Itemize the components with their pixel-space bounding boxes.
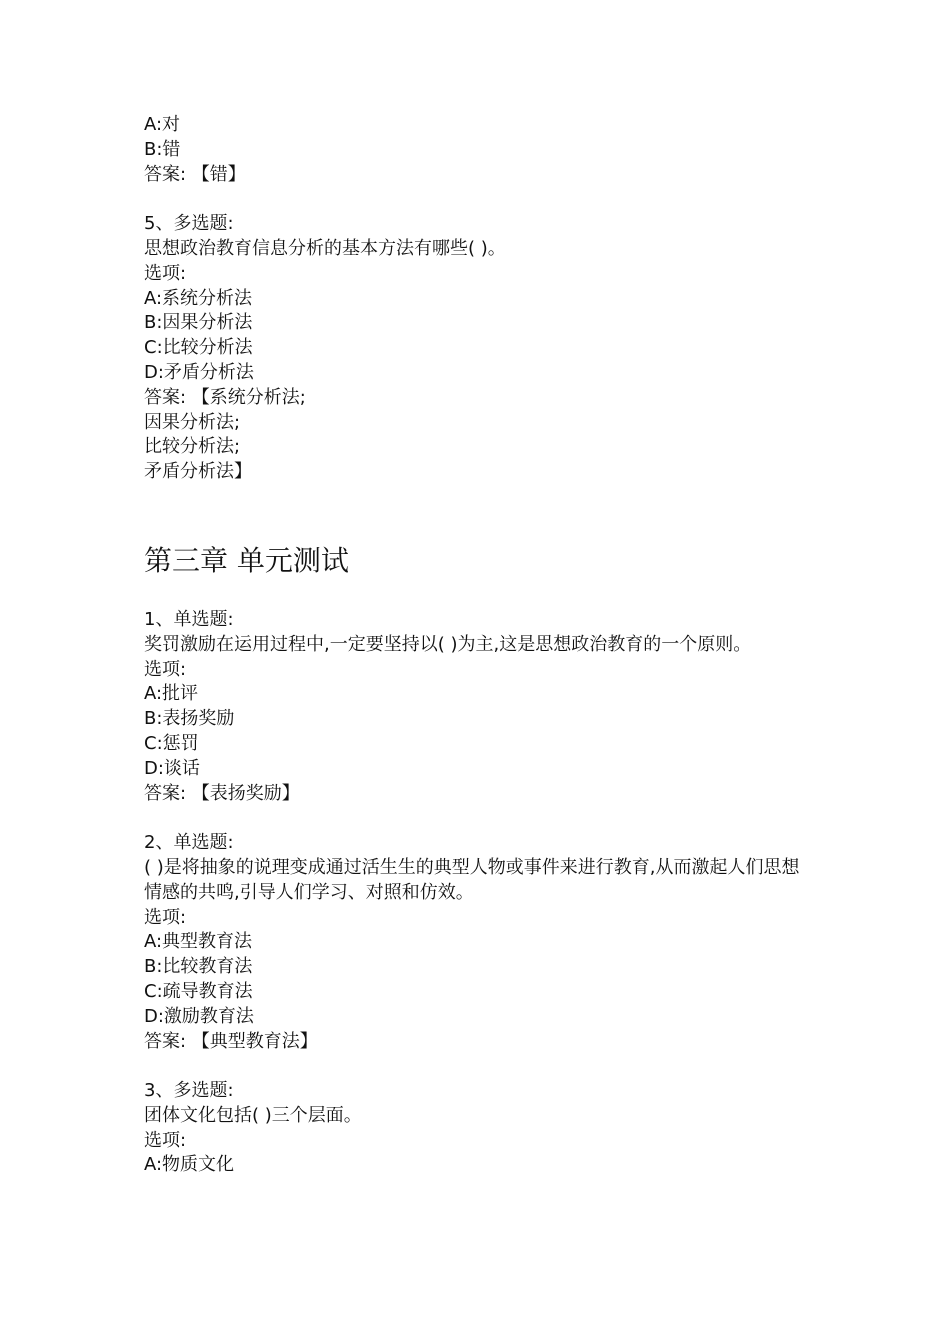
question-stem: ( )是将抽象的说理变成通过活生生的典型人物或事件来进行教育,从而激起人们思想情感的共鸣,引导人们学习、对照和仿效。 <box>144 856 800 903</box>
question-stem: 奖罚激励在运用过程中,一定要坚持以( )为主,这是思想政治教育的一个原则。 <box>144 633 752 655</box>
option-d: D:矛盾分析法 <box>144 361 254 383</box>
question-type: 5、多选题: <box>144 213 234 235</box>
option-c: C:惩罚 <box>144 732 199 754</box>
page-content <box>144 113 814 1178</box>
answer-continued: 因果分析法; <box>144 411 241 433</box>
option-a: A:物质文化 <box>144 1154 235 1176</box>
option-a: A:典型教育法 <box>144 931 253 953</box>
spacer <box>144 806 814 831</box>
option-b: B:因果分析法 <box>144 312 253 334</box>
option-d: D:谈话 <box>144 757 200 779</box>
options-label: 选项: <box>144 262 187 284</box>
options-label: 选项: <box>144 906 187 928</box>
answer: 答案: 【错】 <box>144 163 246 185</box>
option-b: B:比较教育法 <box>144 956 253 978</box>
option-d: D:激励教育法 <box>144 1005 254 1027</box>
answer: 答案: 【典型教育法】 <box>144 1030 318 1052</box>
option-c: C:比较分析法 <box>144 337 253 359</box>
question-type: 2、单选题: <box>144 832 234 854</box>
answer-continued: 矛盾分析法】 <box>144 461 252 483</box>
question-stem: 思想政治教育信息分析的基本方法有哪些( )。 <box>144 237 506 259</box>
option-b: B:错 <box>144 138 181 160</box>
option-b: B:表扬奖励 <box>144 708 235 730</box>
spacer <box>144 1054 814 1079</box>
answer: 答案: 【系统分析法; <box>144 386 306 408</box>
option-a: A:系统分析法 <box>144 287 253 309</box>
option-a: A:对 <box>144 114 181 135</box>
option-c: C:疏导教育法 <box>144 980 253 1002</box>
options-label: 选项: <box>144 1129 187 1151</box>
answer-continued: 比较分析法; <box>144 436 241 458</box>
question-type: 1、单选题: <box>144 608 234 630</box>
option-a: A:批评 <box>144 683 199 705</box>
options-label: 选项: <box>144 658 187 680</box>
chapter-heading: 第三章 单元测试 <box>144 543 349 577</box>
question-stem: 团体文化包括( )三个层面。 <box>144 1104 362 1126</box>
spacer <box>144 187 814 212</box>
question-type: 3、多选题: <box>144 1080 234 1102</box>
answer: 答案: 【表扬奖励】 <box>144 782 300 804</box>
